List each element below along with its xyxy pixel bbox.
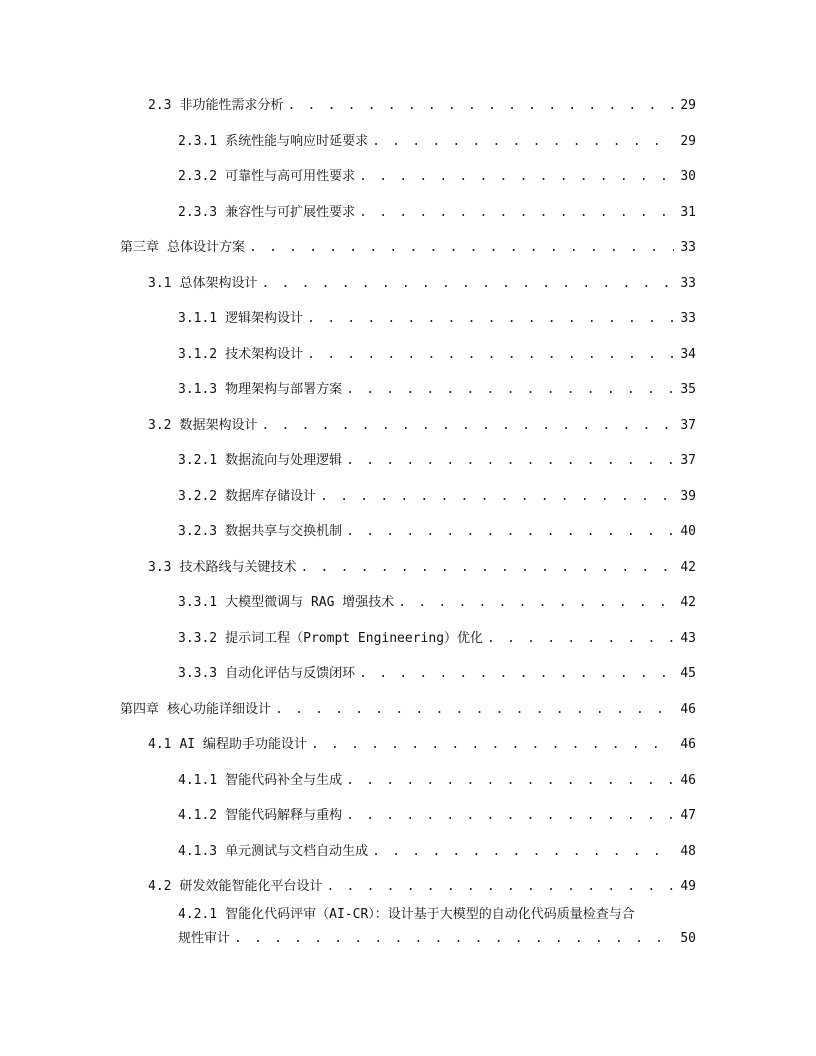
toc-entry-title: 总体设计方案 (167, 240, 246, 255)
toc-entry-number: 3.1.1 (178, 311, 218, 326)
toc-leader-dots (346, 806, 674, 826)
toc-entry[interactable] (0, 380, 816, 400)
toc-entry-title: 系统性能与响应时延要求 (225, 133, 369, 149)
toc-entry-title: 非功能性需求分析 (179, 98, 284, 113)
toc-entry[interactable] (0, 522, 816, 542)
toc-entry-page: 46 (680, 772, 696, 788)
toc-entry-number: 3.2.1 (178, 453, 218, 468)
toc-entry[interactable] (0, 132, 816, 152)
toc-entry-page: 46 (680, 737, 696, 752)
toc-entry-title: 提示词工程（Prompt Engineering）优化 (225, 630, 484, 646)
toc-entry-page: 31 (680, 204, 696, 220)
toc-entry-page: 46 (680, 701, 696, 717)
toc-leader-dots (359, 167, 674, 187)
toc-leader-dots (359, 203, 674, 223)
toc-entry-number: 3.1.3 (178, 382, 218, 397)
toc-entry[interactable] (0, 487, 816, 507)
toc-entry[interactable] (0, 877, 816, 897)
toc-leader-dots (307, 345, 674, 365)
toc-entry[interactable] (0, 238, 816, 258)
toc-entry[interactable] (0, 664, 816, 684)
toc-leader-dots (346, 451, 674, 471)
toc-entry-number: 3.2.2 (178, 488, 218, 504)
toc-entry[interactable] (0, 451, 816, 471)
toc-entry[interactable] (0, 416, 816, 436)
toc-entry-title-continued: 规性审计 (178, 931, 231, 946)
toc-entry-number: 2.3.2 (178, 169, 218, 184)
toc-entry-page: 34 (680, 346, 696, 362)
toc-entry[interactable] (0, 700, 816, 720)
toc-entry-title: 技术架构设计 (225, 346, 304, 362)
toc-entry[interactable] (0, 735, 816, 755)
toc-entry-page: 42 (680, 595, 696, 610)
toc-entry-number: 4.1.2 (178, 808, 218, 823)
toc-entry[interactable] (0, 345, 816, 365)
toc-entry-page: 29 (680, 133, 696, 149)
toc-entry-number: 2.3.1 (178, 133, 218, 149)
toc-leader-dots (398, 593, 674, 613)
toc-leader-dots (487, 629, 674, 649)
toc-entry-number: 3.3.2 (178, 630, 218, 646)
toc-leader-dots (249, 238, 674, 258)
toc-entry-title: 数据流向与处理逻辑 (225, 453, 343, 468)
toc-entry-title: 兼容性与可扩展性要求 (225, 204, 356, 220)
toc-entry-page: 37 (680, 453, 696, 468)
toc-entry-title: 技术路线与关键技术 (179, 559, 297, 575)
toc-entry[interactable] (0, 806, 816, 826)
toc-entry-page: 37 (680, 417, 696, 433)
toc-entry-number: 3.3.1 (178, 595, 218, 610)
toc-leader-dots (372, 132, 674, 152)
toc-entry[interactable] (0, 96, 816, 116)
toc-entry-title: 智能代码解释与重构 (225, 808, 343, 823)
toc-leader-dots (346, 771, 674, 791)
toc-entry[interactable] (0, 203, 816, 223)
toc-entry[interactable] (0, 842, 816, 862)
toc-entry-number: 2.3 (148, 98, 172, 113)
toc-entry-page: 35 (680, 382, 696, 397)
toc-entry-page: 50 (680, 931, 696, 946)
toc-entry-title: AI 编程助手功能设计 (179, 737, 307, 752)
toc-entry-number: 2.3.3 (178, 204, 218, 220)
toc-leader-dots (327, 877, 675, 897)
toc-leader-dots (288, 96, 675, 116)
toc-entry-title: 研发效能智能化平台设计 (179, 879, 323, 894)
toc-entry-page: 33 (680, 275, 696, 291)
toc-entry-title: 逻辑架构设计 (225, 311, 304, 326)
toc-entry-page: 30 (680, 169, 696, 184)
toc-leader-dots (346, 380, 674, 400)
toc-entry-page: 42 (680, 559, 696, 575)
toc-entry[interactable] (0, 274, 816, 294)
toc-entry-page: 43 (680, 630, 696, 646)
toc-entry-number: 3.3 (148, 559, 172, 575)
toc-entry-4-2-1-line1[interactable] (178, 905, 696, 925)
toc-entry-number: 3.1 (148, 275, 172, 291)
toc-entry-title: 数据库存储设计 (225, 488, 317, 504)
toc-entry-page: 48 (680, 843, 696, 859)
toc-entry-number: 4.1 (148, 737, 172, 752)
toc-entry-title: 物理架构与部署方案 (225, 382, 343, 397)
toc-entry-number: 3.2.3 (178, 524, 218, 539)
toc-leader-dots (262, 274, 675, 294)
toc-entry-title: 数据架构设计 (179, 417, 258, 433)
toc-leader-dots (275, 700, 674, 720)
toc-entry-page: 40 (680, 524, 696, 539)
toc-leader-dots (359, 664, 674, 684)
toc-entry-title: 智能化代码评审（AI-CR）：设计基于大模型的自动化代码质量检查与合 (225, 907, 635, 922)
toc-entry-title: 自动化评估与反馈闭环 (225, 666, 356, 681)
toc-entry[interactable] (0, 593, 816, 613)
toc-entry-title: 核心功能详细设计 (167, 701, 272, 717)
toc-entry[interactable] (0, 771, 816, 791)
toc-entry-number: 3.2 (148, 417, 172, 433)
toc-leader-dots (262, 416, 675, 436)
toc-entry-number: 4.1.1 (178, 772, 218, 788)
toc-leader-dots (346, 522, 674, 542)
toc-entry-4-2-1-line2[interactable] (178, 929, 696, 949)
toc-entry-page: 33 (680, 240, 696, 255)
toc-entry-title: 数据共享与交换机制 (225, 524, 343, 539)
toc-entry-number: 4.2 (148, 879, 172, 894)
toc-entry-number: 4.2.1 (178, 907, 218, 922)
toc-entry-page: 33 (680, 311, 696, 326)
toc-entry-page: 39 (680, 488, 696, 504)
toc-entry-number: 3.3.3 (178, 666, 218, 681)
toc-entry-title: 总体架构设计 (179, 275, 258, 291)
toc-entry[interactable] (0, 558, 816, 578)
toc-entry-page: 45 (680, 666, 696, 681)
toc-entry-title: 可靠性与高可用性要求 (225, 169, 356, 184)
toc-leader-dots (311, 735, 674, 755)
toc-entry[interactable] (0, 309, 816, 329)
toc-leader-dots (234, 929, 674, 949)
toc-leader-dots (301, 558, 675, 578)
toc-entry-title: 大模型微调与 RAG 增强技术 (225, 595, 395, 610)
toc-entry-title: 智能代码补全与生成 (225, 772, 343, 788)
toc-entry-page: 29 (680, 98, 696, 113)
toc-leader-dots (372, 842, 674, 862)
toc-entry[interactable] (0, 629, 816, 649)
toc-entry-page: 47 (680, 808, 696, 823)
toc-entry-number: 第三章 (120, 240, 160, 255)
toc-entry-page: 49 (680, 879, 696, 894)
toc-leader-dots (307, 309, 674, 329)
toc-entry-title: 单元测试与文档自动生成 (225, 843, 369, 859)
toc-entry-number: 3.1.2 (178, 346, 218, 362)
toc-entry-number: 4.1.3 (178, 843, 218, 859)
toc-entry-number: 第四章 (120, 701, 160, 717)
toc-leader-dots (320, 487, 674, 507)
toc-entry[interactable] (0, 167, 816, 187)
